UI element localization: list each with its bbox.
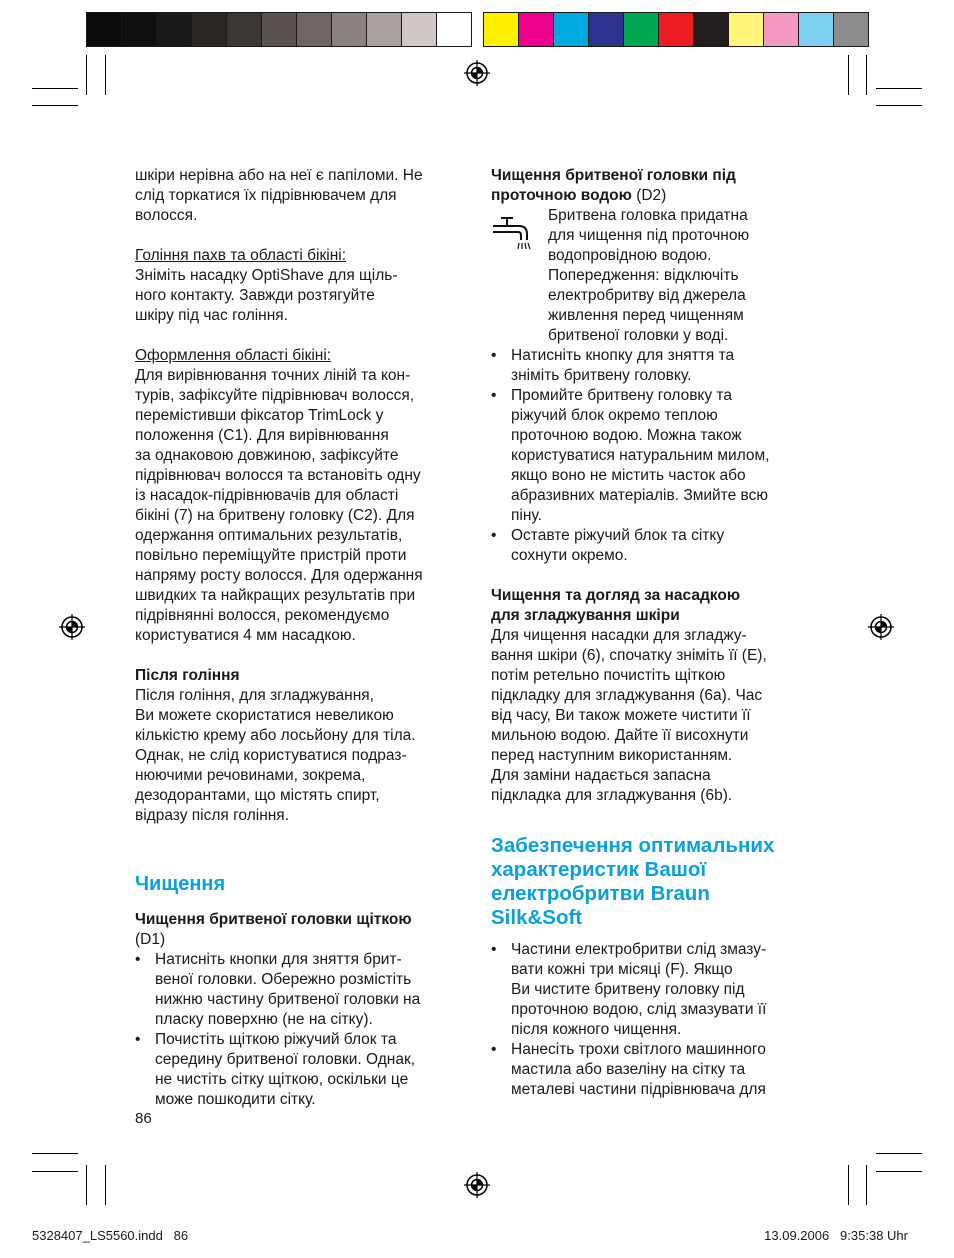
bullet-item: • Натисніть кнопки для зняття брит- веної головки. Обережно розмістіть нижню частину бритвеної головки на пласку поверхню (не на сітку).: [135, 951, 421, 1028]
bullet-icon: •: [491, 347, 497, 364]
registration-mark-icon: [59, 614, 85, 640]
cleaning-heading: Чищення: [135, 873, 226, 895]
water-cleaning-section: Чищення бритвеної головки під проточною водою (D2) Бритвена головка придатна для чищення під проточною водопровідною водою. Попередження: відключіть електробритву від джерела живлення перед чищенням бритвеної головки у воді. • Натисніть кнопку для зняття та зніміть бритвену головку. • Промийте бритвену головку та ріжучий блок окремо теплою проточною водою. Можна також користуватися натуральним милом, якщо воно не містить часток або абразивних матеріалів. Змийте всю піну. • Оставте ріжучий блок та сітку сохнути окремо.: [491, 166, 821, 566]
color-swatch: [588, 12, 624, 47]
color-swatch: [191, 12, 227, 47]
bullet-item: • Натисніть кнопку для зняття та зніміть бритвену головку.: [491, 347, 735, 384]
color-swatch: [518, 12, 554, 47]
color-swatch: [763, 12, 799, 47]
color-swatch: [728, 12, 764, 47]
bullet-item: • Частини електробритви слід змазу- вати кожні три місяці (F). Якщо Ви чистите бритвену головку під проточною водою, слід змазувати її після кожного чищення.: [491, 941, 767, 1038]
color-calibration-bar: [483, 12, 868, 47]
bullet-icon: •: [135, 1031, 141, 1048]
color-swatch: [693, 12, 729, 47]
bikini-section: Оформлення області бікіні: Для вирівнювання точних ліній та кон- турів, зафіксуйте підрівнювач волосся, перемістивши фіксатор TrimLock у положення (C1). Для вирівнювання за однаковою довжиною, зафіксуйте підрівнювач волосся та встановіть одну із насадок-підрівнювачів для області бікіні (7) на бритвену головку (C2). Для одержання оптимальних результатів, повільно переміщуйте пристрій проти напряму росту волосся. Для одержання швидких та найкращих результатів при підрівнянні волосся, рекомендуємо користуватися 4 мм насадкою.: [135, 346, 470, 646]
intro-text: шкіри нерівна або на неї є папіломи. Не слід торкатися їх підрівнювачем для волосся.: [135, 167, 423, 224]
bullet-item: • Оставте ріжучий блок та сітку сохнути окремо.: [491, 527, 725, 564]
smoothing-attachment-section: Чищення та догляд за насадкою для згладжування шкіри Для чищення насадки для згладжу- вання шкіри (6), спочатку зніміть її (E), потім ретельно почистіть щіткою підкладку для згладжування (6a). Час від часу, Ви також можете чистити її мильною водою. Дайте її висохнути перед наступним використанням. Для заміни надається запасна підкладка для згладжування (6b).: [491, 586, 821, 806]
registration-mark-icon: [868, 614, 894, 640]
color-swatch: [483, 12, 519, 47]
performance-section: [491, 940, 821, 1100]
color-swatch: [623, 12, 659, 47]
section-title: проточною водою: [491, 187, 632, 204]
bullet-item: • Промийте бритвену головку та ріжучий блок окремо теплою проточною водою. Можна також користуватися натуральним милом, якщо воно не містить часток або абразивних матеріалів. Змийте всю піну.: [491, 387, 770, 524]
timestamp-slug: 13.09.2006 9:35:38 Uhr: [764, 1228, 908, 1243]
brush-cleaning-section: Чищення бритвеної головки щіткою (D1) • Натисніть кнопки для зняття брит- веної головки. Обережно розмістіть нижню частину бритвеної головки на пласку поверхню (не на сітку). • Почистіть щіткою ріжучий блок та середину бритвеної головки. Однак, не чистіть сітку щіткою, оскільки це може пошкодити сітку.: [135, 910, 470, 1110]
color-swatch: [436, 12, 472, 47]
color-swatch: [366, 12, 402, 47]
color-swatch: [226, 12, 262, 47]
bullet-item: • Почистіть щіткою ріжучий блок та середину бритвеної головки. Однак, не чистіть сітку щіткою, оскільки це може пошкодити сітку.: [135, 1031, 416, 1108]
after-shaving-section: Після гоління Після гоління, для згладжування, Ви можете скористатися невеликою кількістю крему або лосьйону для тіла. Однак, не слід користуватися подраз- нюючими речовинами, зокрема, дезодорантами, що містять спирт, відразу після гоління.: [135, 666, 470, 826]
section-subtitle: Гоління пахв та області бікіні:: [135, 247, 347, 264]
section-title: Після гоління: [135, 667, 240, 684]
registration-mark-icon: [464, 1172, 490, 1198]
registration-mark-icon: [464, 60, 490, 86]
file-slug: 5328407_LS5560.indd 86: [32, 1228, 189, 1243]
color-swatch: [261, 12, 297, 47]
color-swatch: [331, 12, 367, 47]
bullet-item: • Нанесіть трохи світлого машинного мастила або вазеліну на сітку та металеві частини підрівнювача для: [491, 1041, 766, 1098]
bullet-icon: •: [491, 527, 497, 544]
bullet-icon: •: [135, 951, 141, 968]
section-title: для згладжування шкіри: [491, 607, 680, 624]
left-column: [135, 166, 470, 1110]
faucet-icon: [491, 208, 541, 250]
bullet-icon: •: [491, 941, 497, 958]
section-title: Чищення бритвеної головки під: [491, 167, 736, 184]
page-number: 86: [135, 1110, 152, 1127]
color-swatch: [156, 12, 192, 47]
color-swatch: [798, 12, 834, 47]
grayscale-calibration-bar: [86, 12, 471, 47]
bullet-icon: •: [491, 1041, 497, 1058]
right-column: [491, 166, 821, 1100]
bullet-icon: •: [491, 387, 497, 404]
color-swatch: [401, 12, 437, 47]
color-swatch: [86, 12, 122, 47]
color-swatch: [296, 12, 332, 47]
armpit-section: Гоління пахв та області бікіні: Зніміть насадку OptiShave для щіль- ного контакту. Завжди розтягуйте шкіру під час гоління.: [135, 246, 470, 326]
color-swatch: [121, 12, 157, 47]
color-swatch: [553, 12, 589, 47]
color-swatch: [658, 12, 694, 47]
section-subtitle: Оформлення області бікіні:: [135, 347, 332, 364]
color-swatch: [833, 12, 869, 47]
section-title: Чищення та догляд за насадкою: [491, 587, 741, 604]
section-title: Чищення бритвеної головки щіткою: [135, 911, 412, 928]
performance-heading: Забезпечення оптимальних характеристик Вашої електробритви Braun Silk&Soft: [491, 834, 775, 929]
